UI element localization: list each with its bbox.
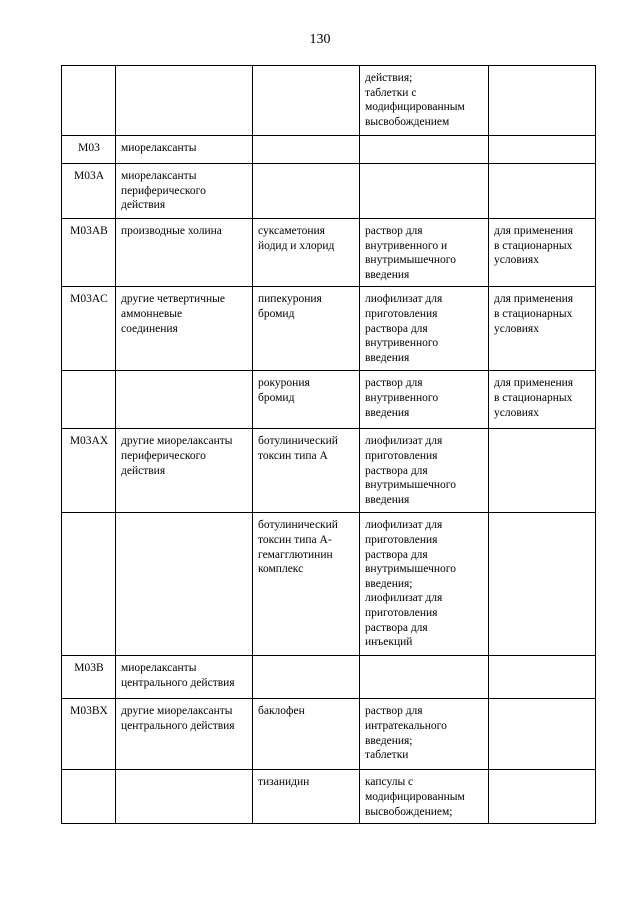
atc-code-cell: M03 <box>62 136 116 164</box>
table-row <box>62 219 596 287</box>
table-row <box>62 429 596 513</box>
drug-table <box>61 65 596 824</box>
drug-cell: суксаметония йодид и хлорид <box>253 219 360 287</box>
table-row <box>62 66 596 136</box>
drug-cell <box>253 136 360 164</box>
note-cell <box>489 699 596 770</box>
drug-cell <box>253 656 360 699</box>
note-cell <box>489 66 596 136</box>
group-cell <box>116 371 253 429</box>
drug-cell: рокурония бромид <box>253 371 360 429</box>
group-cell: миорелаксанты <box>116 136 253 164</box>
drug-cell: баклофен <box>253 699 360 770</box>
group-cell <box>116 770 253 824</box>
drug-cell: пипекурония бромид <box>253 287 360 371</box>
dosage-form-cell: лиофилизат для приготовления раствора для внутримышечного введения <box>360 429 489 513</box>
note-cell <box>489 164 596 219</box>
table-row <box>62 513 596 656</box>
atc-code-cell: M03BX <box>62 699 116 770</box>
note-cell <box>489 513 596 656</box>
group-cell: другие миорелаксанты центрального действия <box>116 699 253 770</box>
atc-code-cell <box>62 513 116 656</box>
group-cell <box>116 513 253 656</box>
atc-code-cell: M03AB <box>62 219 116 287</box>
dosage-form-cell <box>360 656 489 699</box>
dosage-form-cell <box>360 164 489 219</box>
group-cell <box>116 66 253 136</box>
table-row <box>62 656 596 699</box>
group-cell: другие четвертичные аммонневые соединения <box>116 287 253 371</box>
drug-cell: ботулинический токсин типа А- гемагглютинин комплекс <box>253 513 360 656</box>
group-cell: другие миорелаксанты периферического действия <box>116 429 253 513</box>
atc-code-cell: M03AX <box>62 429 116 513</box>
table-row <box>62 136 596 164</box>
table-row <box>62 164 596 219</box>
atc-code-cell <box>62 371 116 429</box>
atc-code-cell: M03A <box>62 164 116 219</box>
dosage-form-cell: раствор для внутривенного введения <box>360 371 489 429</box>
note-cell: для применения в стационарных условиях <box>489 287 596 371</box>
table-row <box>62 287 596 371</box>
dosage-form-cell <box>360 136 489 164</box>
atc-code-cell <box>62 66 116 136</box>
drug-cell <box>253 164 360 219</box>
note-cell: для применения в стационарных условиях <box>489 219 596 287</box>
table-row <box>62 371 596 429</box>
atc-code-cell: M03B <box>62 656 116 699</box>
dosage-form-cell: лиофилизат для приготовления раствора для внутримышечного введения; лиофилизат для приготовления раствора для инъекций <box>360 513 489 656</box>
dosage-form-cell: капсулы с модифицированным высвобождением; <box>360 770 489 824</box>
table-row <box>62 699 596 770</box>
dosage-form-cell: раствор для внутривенного и внутримышечного введения <box>360 219 489 287</box>
note-cell <box>489 429 596 513</box>
group-cell: производные холина <box>116 219 253 287</box>
group-cell: миорелаксанты периферического действия <box>116 164 253 219</box>
atc-code-cell <box>62 770 116 824</box>
dosage-form-cell: действия; таблетки с модифицированным высвобождением <box>360 66 489 136</box>
drug-cell: тизанидин <box>253 770 360 824</box>
table-row <box>62 770 596 824</box>
group-cell: миорелаксанты центрального действия <box>116 656 253 699</box>
atc-code-cell: M03AC <box>62 287 116 371</box>
dosage-form-cell: лиофилизат для приготовления раствора для внутривенного введения <box>360 287 489 371</box>
drug-cell: ботулинический токсин типа А <box>253 429 360 513</box>
note-cell <box>489 656 596 699</box>
note-cell <box>489 770 596 824</box>
drug-cell <box>253 66 360 136</box>
note-cell: для применения в стационарных условиях <box>489 371 596 429</box>
dosage-form-cell: раствор для интратекального введения; таблетки <box>360 699 489 770</box>
note-cell <box>489 136 596 164</box>
page-number: 130 <box>309 32 331 47</box>
